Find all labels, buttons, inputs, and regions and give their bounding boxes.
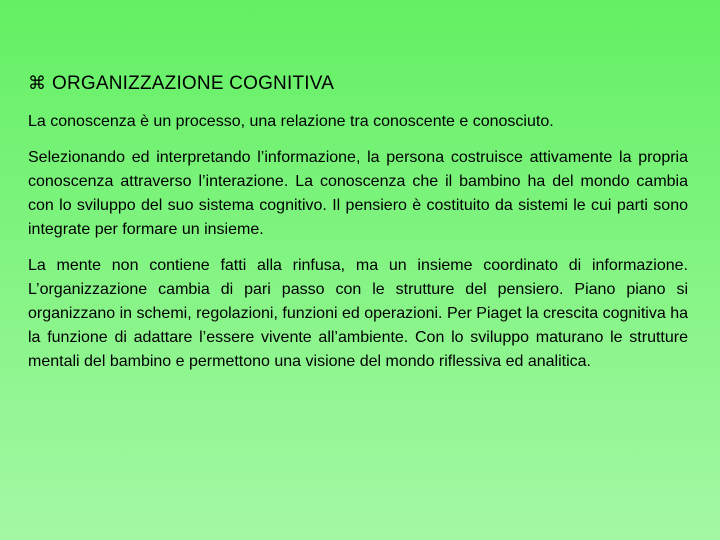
paragraph-1: La conoscenza è un processo, una relazione tra conoscente e conosciuto. — [28, 113, 554, 130]
slide-title: ORGANIZZAZIONE COGNITIVA — [52, 73, 335, 94]
paragraph-2: Selezionando ed interpretando l’informazione, la persona costruisce attivamente la propria conoscenza attraverso l’interazione. La conoscenza che il bambino ha del mondo cambia con lo sviluppo del suo sistema cognitivo. Il pensiero è costituito da sistemi le cui parti sono integrate per formare un insieme. — [28, 149, 688, 238]
command-icon: ⌘ — [28, 73, 46, 94]
paragraph-3: La mente non contiene fatti alla rinfusa, ma un insieme coordinato di informazione. L’organizzazione cambia di pari passo con le strutture del pensiero. Piano piano si organizzano in schemi, regolazioni, funzioni ed operazioni. Per Piaget la crescita cognitiva ha la funzione di adattare l’essere vivente all’ambiente. Con lo sviluppo maturano le strutture mentali del bambino e permettono una visione del mondo riflessiva ed analitica. — [28, 257, 688, 370]
title-row — [28, 72, 688, 96]
slide-content — [28, 72, 688, 386]
